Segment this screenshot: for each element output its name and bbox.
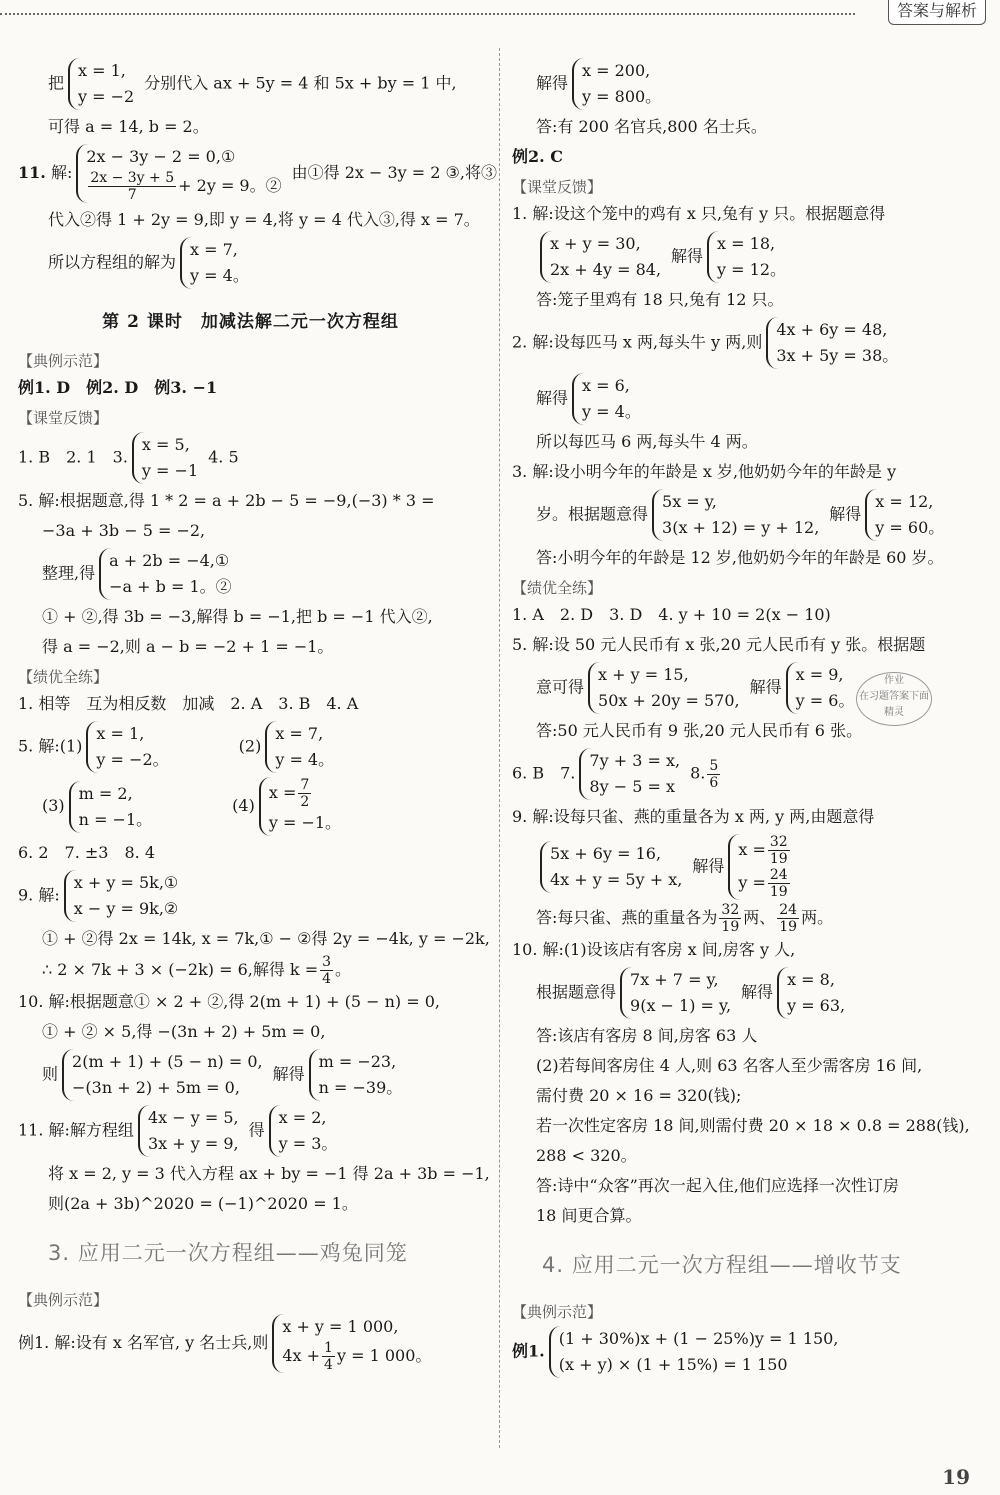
rq1-line-2: x + y = 30, 2x + 4y = 84, 解得 x = 18, y = 12。 <box>512 229 977 285</box>
system-r1: x = 200, y = 800。 <box>572 58 667 110</box>
system-g5-4: x = $\frac{7}{2}$ y = −1。 <box>259 777 347 836</box>
g10-line-1: 10. 解:根据题意① × 2 + ②,得 2(m + 1) + (5 − n) = 0, <box>18 992 440 1011</box>
system-rg10-sol: x = 8, y = 63, <box>777 967 851 1019</box>
rq3-line-2: 岁。根据题意得 5x = y, 3(x + 12) = y + 12, 解得 x = 12, y = 60。 <box>512 487 977 543</box>
tag-dianli: 【典例示范】 <box>18 352 109 370</box>
r-line-2: 答:有 200 名官兵,800 名士兵。 <box>536 117 767 136</box>
system-g11-sol: x = 2, y = 3。 <box>269 1105 344 1157</box>
system-g5-2: x = 7, y = 4。 <box>265 721 340 773</box>
rg10-line-5: 需付费 20 × 16 = 320(钱); <box>536 1086 742 1105</box>
column-divider <box>499 48 500 1448</box>
g11-line-1: 11. 解:解方程组 4x − y = 5, 3x + y = 9, 得 x = 2, y = 3。 <box>18 1103 483 1159</box>
g11-line-2: 将 x = 2, y = 3 代入方程 ax + by = −1 得 2a + 3b = −1, <box>48 1164 490 1183</box>
header-dotted-line <box>0 13 855 15</box>
system-rex1: (1 + 30%)x + (1 − 25%)y = 1 150, (x + y) × (1 + 15%) = 1 150 <box>549 1326 845 1378</box>
g10-line-3: 则 2(m + 1) + (5 − n) = 0, −(3n + 2) + 5m = 0, 解得 m = −23, n = −39。 <box>18 1047 483 1103</box>
tag-dianli-r: 【典例示范】 <box>512 1303 603 1321</box>
rg9-line-2: 5x + 6y = 16, 4x + y = 5y + x, 解得 x = $\frac{32}{19}$ y = $\frac{24}{19}$ <box>512 832 977 902</box>
rg10-line-7: 288 < 320。 <box>536 1146 637 1165</box>
rq2-line-2: 解得 x = 6, y = 4。 <box>512 371 977 427</box>
system-rg9: 5x + 6y = 16, 4x + y = 5y + x, <box>540 841 688 893</box>
system-g10: 2(m + 1) + (5 − n) = 0, −(3n + 2) + 5m = 0, <box>62 1049 269 1101</box>
tag-jiyou: 【绩优全练】 <box>18 668 109 686</box>
homework-stamp: 作业 在习题答案下面 精灵 <box>856 672 932 726</box>
g5-line-1: 5. 解:(1) x = 1, y = −2。 (2) x = 7, y = 4。 <box>18 719 483 775</box>
left-line-1: 把 x = 1, y = −2 分别代入 ax + 5y = 4 和 5x + by = 1 中, <box>18 56 483 112</box>
rex1-line: 例1. (1 + 30%)x + (1 − 25%)y = 1 150, (x + y) × (1 + 15%) = 1 150 <box>512 1324 977 1380</box>
examples-line: 例1. D 例2. D 例3. −1 <box>18 378 218 397</box>
q5-line-4: ① + ②,得 3b = −3,解得 b = −1,把 b = −1 代入②, <box>42 607 433 626</box>
q5-line-2: −3a + 3b − 5 = −2, <box>42 521 206 540</box>
feedback-1: 1. B 2. 1 3. x = 5, y = −1 4. 5 <box>18 430 483 486</box>
section-3-title: 3. 应用二元一次方程组——鸡兔同笼 <box>48 1241 408 1265</box>
rq2-line-3: 所以每匹马 6 两,每头牛 4 两。 <box>536 432 758 451</box>
system-f3: x = 5, y = −1 <box>132 432 204 484</box>
system-g5-1: x = 1, y = −2。 <box>86 721 174 773</box>
system-rg10: 7x + 7 = y, 9(x − 1) = y, <box>620 967 737 1019</box>
q5-line-5: 得 a = −2,则 a − b = −2 + 1 = −1。 <box>42 637 334 656</box>
system-g10-sol: m = −23, n = −39。 <box>309 1049 409 1101</box>
system-rg5-sol: x = 9, y = 6。 <box>786 662 861 714</box>
g9-line-3: ∴ 2 × 7k + 3 × (−2k) = 6,解得 k = $\frac{3}{4}$ 。 <box>42 954 352 987</box>
fraction: $\frac{32}{19}$ <box>721 902 740 935</box>
q11-line-3: 所以方程组的解为 x = 7, y = 4。 <box>18 235 483 291</box>
system-q11: 2x − 3y − 2 = 0,① $\frac{2x - 3y + 5}{7}$ + 2y = 9。② <box>76 144 287 203</box>
tag-dianli-2: 【典例示范】 <box>18 1291 109 1309</box>
left-column <box>18 56 497 1375</box>
fraction: $\frac{1}{4}$ <box>324 1340 333 1373</box>
system-rg9-sol: x = $\frac{32}{19}$ y = $\frac{24}{19}$ <box>728 834 797 900</box>
q5-line-3: 整理,得 a + 2b = −4,① −a + b = 1。② <box>18 546 483 602</box>
system-rq3-sol: x = 12, y = 60。 <box>865 489 950 541</box>
system-rq1: x + y = 30, 2x + 4y = 84, <box>540 231 667 283</box>
system-q11-sol: x = 7, y = 4。 <box>180 237 255 289</box>
tag-ketang: 【课堂反馈】 <box>18 409 109 427</box>
rg10-line-3: 答:该店有客房 8 间,房客 63 人 <box>536 1026 758 1045</box>
system-rg7: 7y + 3 = x, 8y − 5 = x <box>579 748 686 800</box>
r-line-1: 解得 x = 200, y = 800。 <box>512 56 977 112</box>
system-rq2: 4x + 6y = 48, 3x + 5y = 38。 <box>766 317 904 369</box>
rg6-line: 6. B 7. 7y + 3 = x, 8y − 5 = x 8. $\frac{5}{6}$ <box>512 746 977 802</box>
rg5-line-2: 意可得 x + y = 15, 50x + 20y = 570, 解得 x = 9, y = 6。 <box>512 660 977 716</box>
rg-line-1: 1. A 2. D 3. D 4. y + 10 = 2(x − 10) <box>512 605 831 624</box>
rg10-line-2: 根据题意得 7x + 7 = y, 9(x − 1) = y, 解得 x = 8, y = 63, <box>512 965 977 1021</box>
rq2-line-1: 2. 解:设每匹马 x 两,每头牛 y 两,则 4x + 6y = 48, 3x + 5y = 38。 <box>512 315 977 371</box>
rq3-line-1: 3. 解:设小明今年的年龄是 x 岁,他奶奶今年的年龄是 y <box>512 462 897 481</box>
rg10-line-1: 10. 解:(1)设该店有客房 x 间,房客 y 人, <box>512 940 796 959</box>
system-rq3: 5x = y, 3(x + 12) = y + 12, <box>652 489 825 541</box>
q11-line-2: 代入②得 1 + 2y = 9,即 y = 4,将 y = 4 代入③,得 x = 7。 <box>48 210 480 229</box>
system-g9: x + y = 5k,① x − y = 9k,② <box>64 870 185 922</box>
system-ex1: x + y = 1 000, 4x + $\frac{1}{4}$ y = 1 000。 <box>272 1314 437 1373</box>
system-rg5: x + y = 15, 50x + 20y = 570, <box>588 662 746 714</box>
g10-line-2: ① + ② × 5,得 −(3n + 2) + 5m = 0, <box>42 1022 326 1041</box>
q5-line-1: 5. 解:根据题意,得 1 * 2 = a + 2b − 5 = −9,(−3) * 3 = <box>18 491 435 510</box>
header-tab: 答案与解析 <box>888 0 986 25</box>
page-number: 19 <box>942 1465 970 1489</box>
system-rq1-sol: x = 18, y = 12。 <box>707 231 792 283</box>
r-line-3: 例2. C <box>512 147 564 166</box>
g-line-1: 1. 相等 互为相反数 加减 2. A 3. B 4. A <box>18 694 359 713</box>
system-l1: x = 1, y = −2 <box>68 58 140 110</box>
system-q5: a + 2b = −4,① −a + b = 1。② <box>99 548 238 600</box>
ex1-line: 例1. 解:设有 x 名军官, y 名士兵,则 x + y = 1 000, 4x + $\frac{1}{4}$ y = 1 000。 <box>18 1312 483 1375</box>
rq1-line-3: 答:笼子里鸡有 18 只,兔有 12 只。 <box>536 290 784 309</box>
q11-line: 11. 解: 2x − 3y − 2 = 0,① $\frac{2x - 3y + 5}{7}$ + 2y = 9。② 由①得 2x − 3y = 2 ③,将③ <box>18 142 483 205</box>
rg10-line-9: 18 间更合算。 <box>536 1206 642 1225</box>
g5-line-2: (3) m = 2, n = −1。 (4) x = $\frac{7}{2}$ y = −1。 <box>18 775 483 838</box>
system-g5-3: m = 2, n = −1。 <box>69 781 158 833</box>
g-line-6: 6. 2 7. ±3 8. 4 <box>18 843 156 862</box>
fraction: $\frac{32}{19}$ <box>769 834 788 867</box>
g9-line-1: 9. 解: x + y = 5k,① x − y = 9k,② <box>18 868 483 924</box>
section-4-title: 4. 应用二元一次方程组——增收节支 <box>542 1253 902 1277</box>
rg10-line-6: 若一次性定客房 18 间,则需付费 20 × 18 × 0.8 = 288(钱), <box>536 1116 970 1135</box>
system-rq2-sol: x = 6, y = 4。 <box>572 373 647 425</box>
rg10-line-8: 答:诗中“众客”再次一起入住,他们应选择一次性订房 <box>536 1176 899 1195</box>
g9-line-2: ① + ②得 2x = 14k, x = 7k,① − ②得 2y = −4k, y = −2k, <box>42 929 490 948</box>
fraction: $\frac{3}{4}$ <box>322 954 332 987</box>
rq1-line-1: 1. 解:设这个笼中的鸡有 x 只,兔有 y 只。根据题意得 <box>512 204 886 223</box>
lesson-title: 第 2 课时 加减法解二元一次方程组 <box>102 312 399 332</box>
rg5-line-3: 答:50 元人民币有 9 张,20 元人民币有 6 张。 <box>536 721 863 740</box>
system-g11: 4x − y = 5, 3x + y = 9, <box>138 1105 245 1157</box>
tag-jiyou-r: 【绩优全练】 <box>512 579 603 597</box>
left-line-2: 可得 a = 14, b = 2。 <box>48 117 209 136</box>
fraction: $\frac{5}{6}$ <box>709 757 719 791</box>
fraction: $\frac{2x - 3y + 5}{7}$ <box>90 170 175 203</box>
rg5-line-1: 5. 解:设 50 元人民币有 x 张,20 元人民币有 y 张。根据题 <box>512 635 926 654</box>
rg9-line-3: 答:每只雀、燕的重量各为 $\frac{32}{19}$ 两、 $\frac{24}{19}$ 两。 <box>536 902 834 935</box>
rg10-line-4: (2)若每间客房住 4 人,则 63 名客人至少需客房 16 间, <box>536 1056 923 1075</box>
fraction: $\frac{7}{2}$ <box>300 777 310 810</box>
tag-ketang-r: 【课堂反馈】 <box>512 178 603 196</box>
rg9-line-1: 9. 解:设每只雀、燕的重量各为 x 两, y 两,由题意得 <box>512 807 875 826</box>
fraction: $\frac{24}{19}$ <box>779 902 798 935</box>
fraction: $\frac{24}{19}$ <box>769 867 788 900</box>
rq3-line-3: 答:小明今年的年龄是 12 岁,他奶奶今年的年龄是 60 岁。 <box>536 548 944 567</box>
g11-line-3: 则(2a + 3b)^2020 = (−1)^2020 = 1。 <box>48 1194 358 1213</box>
